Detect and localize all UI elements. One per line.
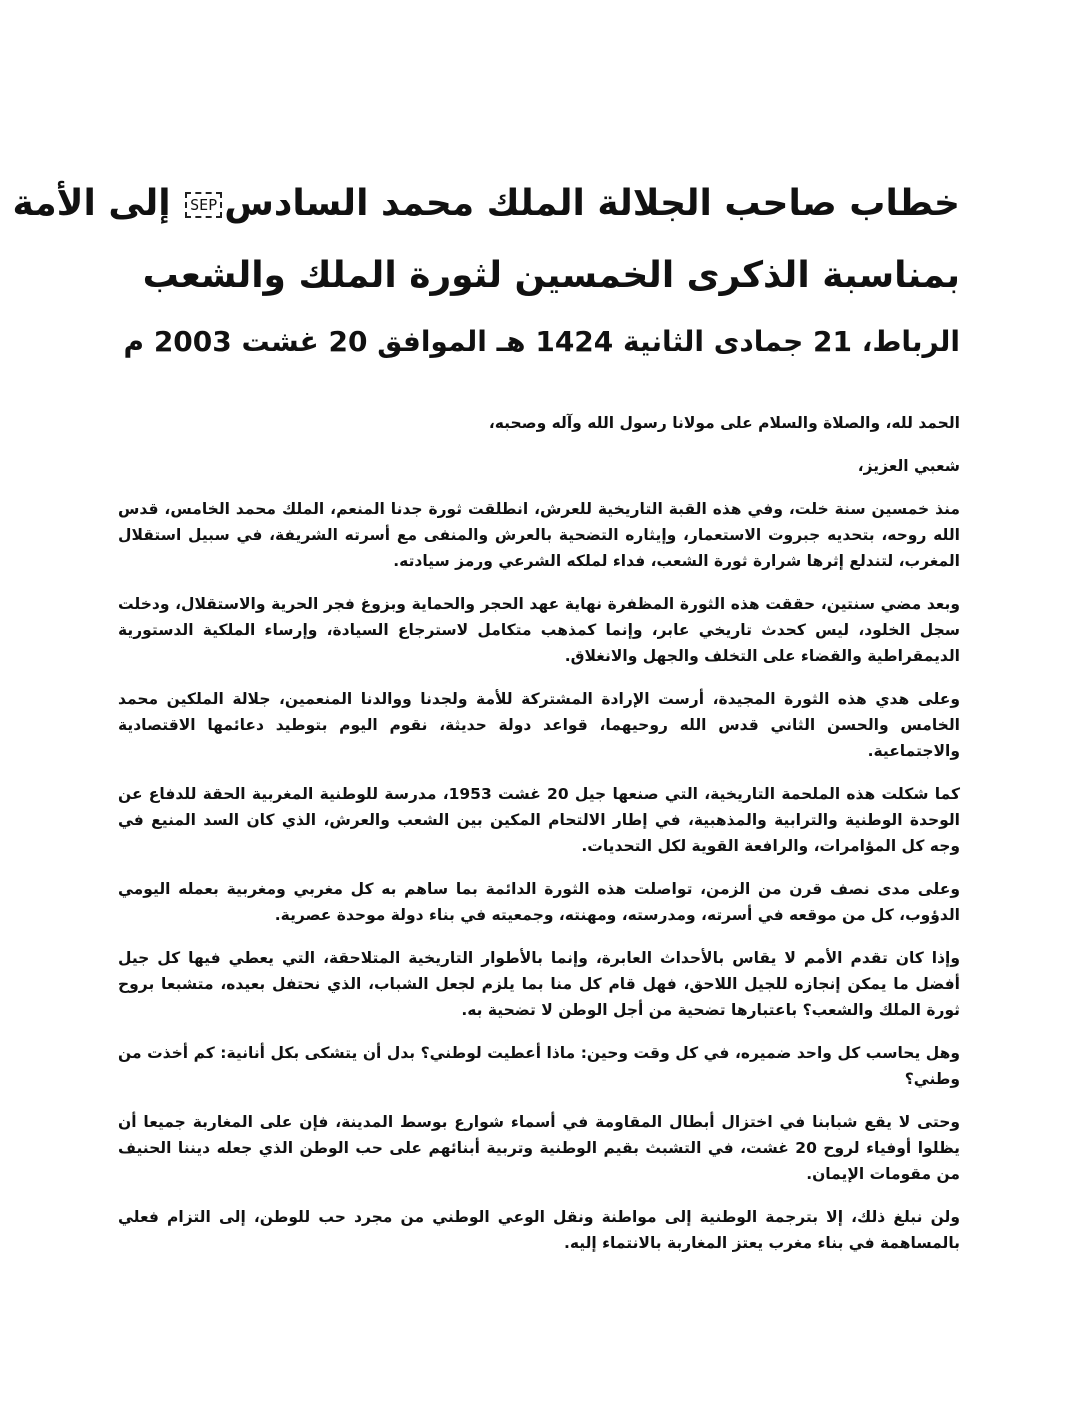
title-line-1 (12, 168, 960, 240)
paragraph: وعلى مدى نصف قرن من الزمن، تواصلت هذه الثورة الدائمة بما ساهم به كل مغربي ومغربية بعمله اليومي الدؤوب، كل من موقعه في أسرته، ومدرسته، ومهنته، وجمعيته في بناء دولة موحدة عصرية. (118, 880, 960, 924)
paragraph: منذ خمسين سنة خلت، وفي هذه القبة التاريخية للعرش، انطلقت ثورة جدنا المنعم، الملك محمد الخامس، قدس الله روحه، بتحديه جبروت الاستعمار، وإيثاره التضحية بالعرش والمنفى مع أسرته الشريفة، في سبيل استقلال المغرب، لتندلع إثرها شرارة ثورة الشعب، فداء لملكه الشرعي ورمز سيادته. (118, 500, 960, 570)
speech-title (12, 168, 960, 312)
paragraph: ولن نبلغ ذلك، إلا بترجمة الوطنية إلى مواطنة ونقل الوعي الوطني من مجرد حب للوطن، إلى التزام فعلي بالمساهمة في بناء مغرب يعتز المغاربة بالانتماء إليه. (118, 1208, 960, 1252)
paragraph: وعلى هدي هذه الثورة المجيدة، أرست الإرادة المشتركة للأمة ولجدنا ووالدنا المنعمين، جلالة الملكين محمد الخامس والحسن الثاني قدس الله روحيهما، قواعد دولة حديثة، نقوم اليوم بتوطيد دعائمها الاقتصادية والاجتماعية. (118, 690, 960, 760)
paragraph: كما شكلت هذه الملحمة التاريخية، التي صنعها جيل 20 غشت 1953، مدرسة للوطنية المغربية الحقة للدفاع عن الوحدة الوطنية والترابية والمذهبية، في إطار الالتحام المكين بين الشعب والعرش، الذي كان السد المنيع في وجه كل المؤامرات، والرافعة القوية لكل التحديات. (118, 785, 960, 855)
title-line-2: بمناسبة الذكرى الخمسين لثورة الملك والشعب (142, 255, 960, 296)
paragraph: وإذا كان تقدم الأمم لا يقاس بالأحداث العابرة، وإنما بالأطوار التاريخية المتلاحقة، التي يعطي فيها كل جيل أفضل ما يمكن إنجازه للجيل اللاحق، فهل قام كل منا بما يلزم لجعل الشباب، الذي نحتفل بعيده، متشبعا بروح ثورة الملك والشعب؟ باعتبارها تضحية من أجل الوطن لا تضحية به. (118, 949, 960, 1019)
paragraph: وحتى لا يقع شبابنا في اختزال أبطال المقاومة في أسماء شوارع بوسط المدينة، فإن على المغاربة جميعا أن يظلوا أوفياء لروح 20 غشت، في التشبث بقيم الوطنية وتربية أبنائهم على حب الوطن الذي جعله ديننا الحنيف من مقومات الإيمان. (118, 1113, 960, 1183)
paragraph: وبعد مضي سنتين، حققت هذه الثورة المظفرة نهاية عهد الحجر والحماية وبزوغ فجر الحرية والاستقلال، ودخلت سجل الخلود، ليس كحدث تاريخي عابر، وإنما كمذهب متكامل لاسترجاع السيادة، وإرساء الملكية الدستورية الديمقراطية والقضاء على التخلف والجهل والانغلاق. (118, 595, 960, 665)
paragraph-address: شعبي العزيز، (857, 457, 960, 475)
sep-glyph-icon: SEP (185, 192, 222, 218)
speech-dateline: الرباط، 21 جمادى الثانية 1424 هـ الموافق 20 غشت 2003 م (123, 325, 960, 358)
paragraph-salutation: الحمد لله، والصلاة والسلام على مولانا رسول الله وآله وصحبه، (488, 414, 960, 432)
title-line-1-part-1: خطاب صاحب الجلالة الملك محمد السادس (224, 183, 960, 224)
paragraph: وهل يحاسب كل واحد ضميره، في كل وقت وحين: ماذا أعطيت لوطني؟ بدل أن يتشكى بكل أنانية: كم أخذت من وطني؟ (118, 1044, 960, 1088)
title-line-1-part-2: إلى الأمة (12, 183, 171, 224)
speech-body (118, 410, 960, 1273)
